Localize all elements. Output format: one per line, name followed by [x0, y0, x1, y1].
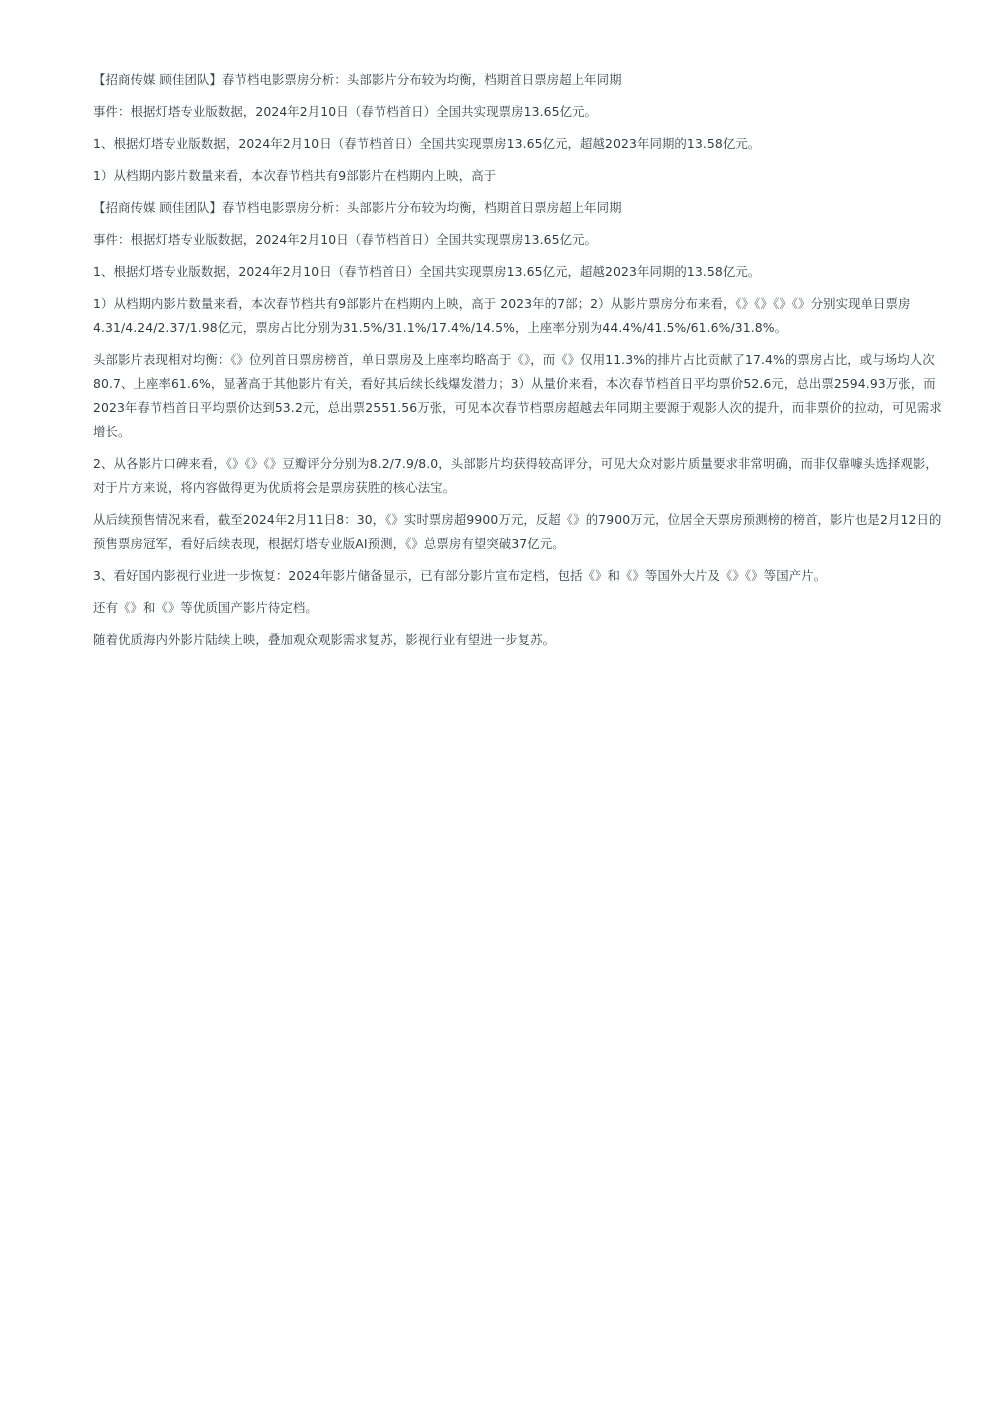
industry-recovery-paragraph: 3、看好国内影视行业进一步恢复：2024年影片储备显示，已有部分影片宣布定档，包括《》和《》等国外大片及《》《》等国产片。: [93, 568, 827, 583]
film-count-paragraph: 1）从档期内影片数量来看，本次春节档共有9部影片在档期内上映，高于: [93, 168, 497, 183]
conclusion-paragraph: 随着优质海内外影片陆续上映，叠加观众观影需求复苏，影视行业有望进一步复苏。: [93, 632, 556, 647]
point-one-paragraph-repeat: 1、根据灯塔专业版数据，2024年2月10日（春节档首日）全国共实现票房13.65亿元，超越2023年同期的13.58亿元。: [93, 264, 761, 279]
box-office-distribution-paragraph: 1）从档期内影片数量来看，本次春节档共有9部影片在档期内上映，高于 2023年的7部；2）从影片票房分布来看，《》《》《》《》分别实现单日票房4.31/4.24/2.37/1.98亿元，票房占比分别为31.5%/31.1%/17.4%/14.5%，上座率分别为44.4%/41.5%/61.6%/31.8%。: [93, 296, 911, 335]
event-paragraph-repeat: 事件：根据灯塔专业版数据，2024年2月10日（春节档首日）全国共实现票房13.65亿元。: [93, 232, 598, 247]
article-title-paragraph: 【招商传媒 顾佳团队】春节档电影票房分析：头部影片分布较为均衡，档期首日票房超上年同期: [93, 72, 622, 87]
reputation-paragraph: 2、从各影片口碑来看，《》《》《》豆瓣评分分别为8.2/7.9/8.0，头部影片均获得较高评分，可见大众对影片质量要求非常明确，而非仅靠噱头选择观影，对于片方来说，将内容做得更为优质将会是票房获胜的核心法宝。: [93, 456, 938, 495]
article-title-paragraph-repeat: 【招商传媒 顾佳团队】春节档电影票房分析：头部影片分布较为均衡，档期首日票房超上年同期: [93, 200, 622, 215]
event-paragraph: 事件：根据灯塔专业版数据，2024年2月10日（春节档首日）全国共实现票房13.65亿元。: [93, 104, 598, 119]
article-body: [93, 68, 945, 660]
head-films-paragraph: 头部影片表现相对均衡：《》位列首日票房榜首，单日票房及上座率均略高于《》，而《》仅用11.3%的排片占比贡献了17.4%的票房占比，或与场均人次80.7、上座率61.6%，显著高于其他影片有关，看好其后续长线爆发潜力；3）从量价来看，本次春节档首日平均票价52.6元，总出票2594.93万张，而2023年春节档首日平均票价达到53.2元，总出票2551.56万张，可见本次春节档票房超越去年同期主要源于观影人次的提升，而非票价的拉动，可见需求增长。: [93, 352, 942, 439]
presale-paragraph: 从后续预售情况来看，截至2024年2月11日8：30，《》实时票房超9900万元，反超《》的7900万元，位居全天票房预测榜的榜首，影片也是2月12日的预售票房冠军，看好后续表现，根据灯塔专业版AI预测，《》总票房有望突破37亿元。: [93, 512, 942, 551]
pending-films-paragraph: 还有《》和《》等优质国产影片待定档。: [93, 600, 318, 615]
point-one-paragraph: 1、根据灯塔专业版数据，2024年2月10日（春节档首日）全国共实现票房13.65亿元，超越2023年同期的13.58亿元。: [93, 136, 761, 151]
